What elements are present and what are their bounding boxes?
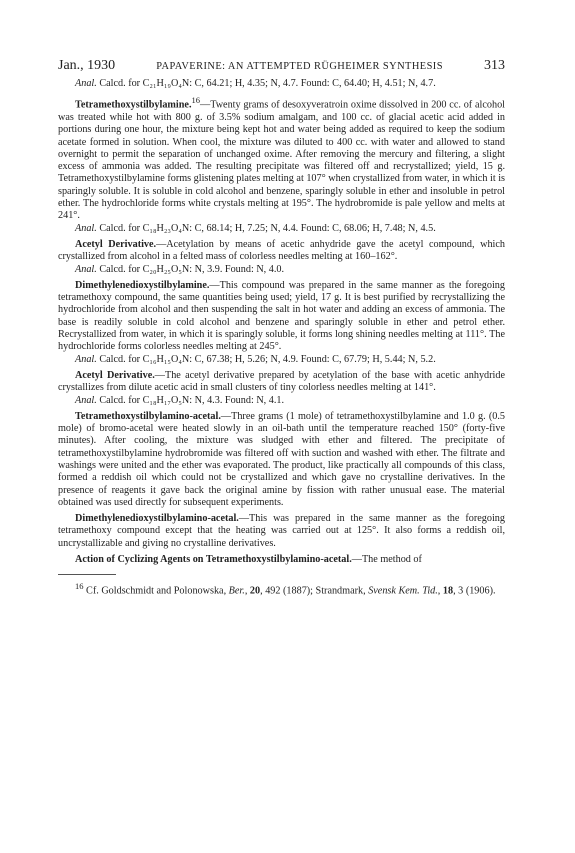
paragraph-text: Calcd. for C₁₈H₁₇O₅N: N, 4.3. Found: N, 4.1. xyxy=(96,394,285,406)
paragraph-text: —The method of xyxy=(351,554,422,566)
section-paragraph xyxy=(58,94,505,222)
paragraph-text: Calcd. for C₁₈H₂₃O₄N: C, 68.14; H, 7.25; N, 4.4. Found: C, 68.06; H, 7.48; N, 4.5. xyxy=(96,222,436,234)
footnote-ref: 16 xyxy=(191,95,200,106)
running-header xyxy=(58,58,505,74)
section-paragraph xyxy=(58,239,505,264)
footnote-text: , xyxy=(244,585,250,597)
footnote-16 xyxy=(58,580,505,598)
section-heading: Tetramethoxystilbylamino-acetal. xyxy=(75,410,221,422)
section-paragraph xyxy=(58,554,505,566)
footnotes xyxy=(58,580,505,598)
section-heading: Action of Cyclizing Agents on Tetramethoxystilbylamino-acetal. xyxy=(75,554,352,566)
analysis-label: Anal. xyxy=(75,263,97,275)
footnote-text: , 3 (1906). xyxy=(453,585,496,597)
footnote-journal: Svensk Kem. Tid. xyxy=(368,585,438,597)
analysis-label: Anal. xyxy=(75,394,97,406)
analysis-label: Anal. xyxy=(75,78,97,89)
section-heading: Acetyl Derivative. xyxy=(75,369,155,381)
section-paragraph xyxy=(58,280,505,354)
analysis-label: Anal. xyxy=(75,222,97,234)
article-body xyxy=(58,78,505,566)
section-paragraph xyxy=(58,513,505,550)
section-paragraph xyxy=(58,411,505,509)
footnote-journal: Ber. xyxy=(228,585,245,597)
paragraph-text: Calcd. for C₁₆H₁₅O₄N: C, 67.38; H, 5.26; N, 4.9. Found: C, 67.79; H, 5.44; N, 5.2. xyxy=(96,353,436,365)
paragraph-text: —This compound was prepared in the same manner as the foregoing tetramethoxy compound, the same quantities being used; yield, 17 g. It is best purified by recrystallizing the hydrochloride from alcohol and then suspending the salt in hot water and adding an excess of ammonia. The base is readily soluble in cold alcohol and benzene and sparingly soluble in ether and petrol ether. Recrystallized from water, in which it is sparingly soluble, it forms long shining needles melting at 111°. The hydrochloride forms colorless needles melting at 245°. xyxy=(58,279,505,353)
paragraph-text: —Twenty grams of desoxyveratroin oxime dissolved in 200 cc. of alcohol was treated while hot with 800 g. of 3.5% sodium amalgam, and 100 cc. of glacial acetic acid added in portions during one hour, the mixture being kept hot and water being added as required to keep the sodium acetate formed in solution. When cool, the mixture was diluted to 400 cc. with water and allowed to stand overnight to permit the separation of unchanged oxime. After removing the mercury and filtering, a slight excess of ammonia was added. The resulting precipitate was filtered off and recrystallized; yield, 15 g. Tetramethoxystilbylamine forms glistening plates melting at 107° when crystallized from water, in which it is sparingly soluble. It is soluble in cold alcohol and benzene, sparingly soluble in ether and insoluble in petrol ether. The hydrochloride forms white crystals melting at 195°. The hydrobromide is pale yellow and melts at 241°. xyxy=(58,99,505,222)
section-heading: Tetramethoxystilbylamine. xyxy=(75,99,192,111)
footnote-text: , 492 (1887); Strandmark, xyxy=(260,585,369,597)
analysis-line xyxy=(58,264,505,276)
section-paragraph xyxy=(58,370,505,395)
paragraph-text: —Three grams (1 mole) of tetramethoxystilbylamine and 1.0 g. (0.5 mole) of bromo-acetal were heated slowly in an oil-bath until the temperature reached 150° (forty-five minutes). After cooling, the mixture was sludged with ether and filtered. The precipitate of tetramethoxystilbylamine hydrobromide was filtered off with suction and washed with ether. The filtrate and washings were united and the ether was evaporated. The product, like practically all compounds of this class, formed a reddish oil which could not be crystallized and which gave no crystalline derivatives. In the presence of reagents it gave back the original amine by fission with rather unusual ease. The material obtained was used directly for subsequent experiments. xyxy=(58,410,505,508)
issue-date: Jan., 1930 xyxy=(58,58,116,73)
paragraph-text: —This was prepared in the same manner as the foregoing tetramethoxy compound except that the heating was carried out at 125°. It also forms a reddish oil, uncrystallizable and giving no crystalline derivatives. xyxy=(58,513,505,549)
footnote-rule xyxy=(58,574,116,575)
section-heading: Dimethylenedioxystilbylamine. xyxy=(75,279,210,291)
page-number: 313 xyxy=(484,58,505,73)
running-title: PAPAVERINE: AN ATTEMPTED RÜGHEIMER SYNTHESIS xyxy=(156,61,443,72)
analysis-line xyxy=(58,354,505,366)
analysis-line xyxy=(58,78,505,90)
analysis-line xyxy=(58,395,505,407)
paragraph-text: —The acetyl derivative prepared by acetylation of the base with acetic anhydride crystallizes from dilute acetic acid in small clusters of tiny colorless needles melting at 141°. xyxy=(58,369,505,394)
footnote-volume: 18 xyxy=(442,585,454,597)
paragraph-text: —Acetylation by means of acetic anhydride gave the acetyl compound, which crystallized from alcohol in a felted mass of colorless needles melting at 160–162°. xyxy=(58,238,505,263)
paragraph-text: Calcd. for C₂₀H₂₅O₅N: N, 3.9. Found: N, 4.0. xyxy=(96,263,285,275)
section-heading: Dimethylenedioxystilbylamino-acetal. xyxy=(75,513,239,525)
footnote-volume: 20 xyxy=(249,585,261,597)
section-heading: Acetyl Derivative. xyxy=(75,238,157,250)
footnote-text: Cf. Goldschmidt and Polonowska, xyxy=(83,585,229,597)
paragraph-text: Calcd. for C₂₁H₁₉O₄N: C, 64.21; H, 4.35; N, 4.7. Found: C, 64.40; H, 4.51; N, 4.7. xyxy=(96,78,436,89)
analysis-line xyxy=(58,223,505,235)
analysis-label: Anal. xyxy=(75,353,97,365)
footnote-mark: 16 xyxy=(75,581,84,592)
page xyxy=(58,58,505,598)
footnote-text: , xyxy=(437,585,443,597)
